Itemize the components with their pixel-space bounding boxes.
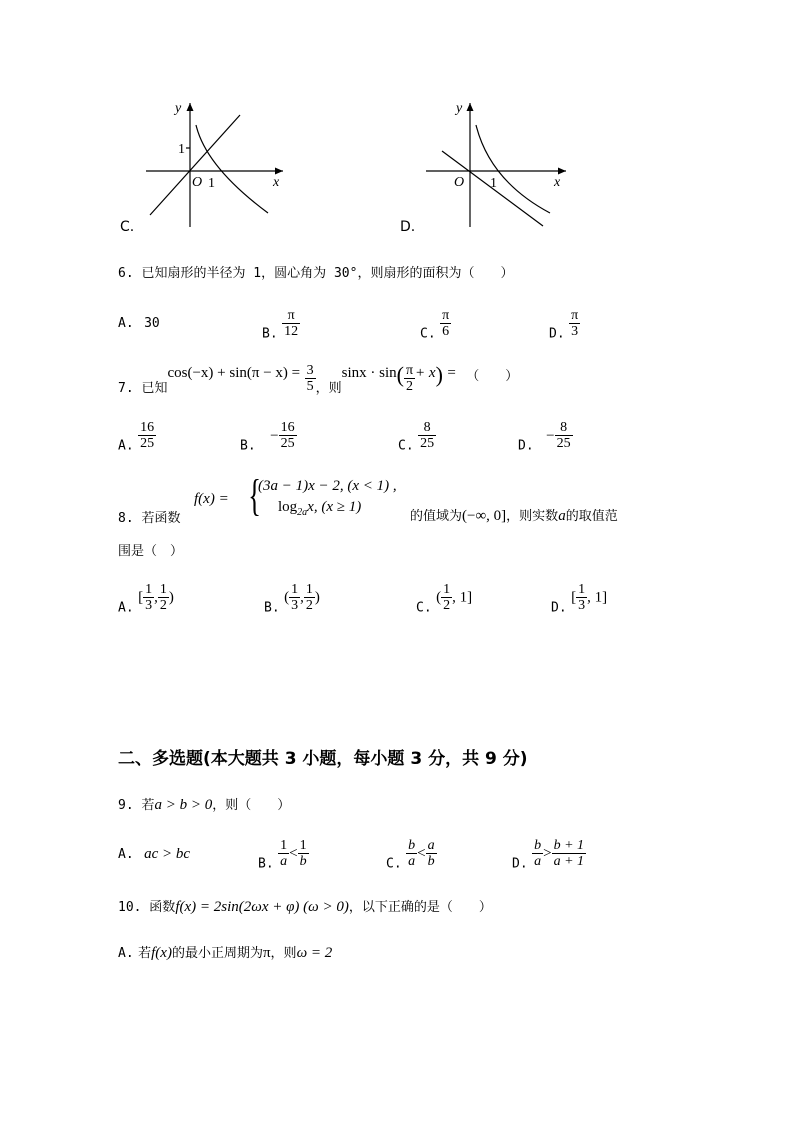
frac-den: b: [299, 854, 307, 869]
frac-num: 3: [306, 362, 314, 378]
option-label: A.: [118, 946, 134, 961]
option-label: A.: [118, 316, 134, 331]
frac-den: a: [280, 854, 288, 869]
q9-option-b: [258, 838, 309, 872]
bracket-tail: , 1]: [587, 589, 608, 606]
frac-den: 12: [284, 324, 299, 339]
option-label: B.: [258, 856, 274, 872]
q8-range: (−∞, 0]: [462, 508, 507, 524]
q8-case1: (3a − 1)x − 2, (x < 1) ,: [258, 478, 397, 494]
option-pre: 若: [138, 946, 152, 961]
option-label: D.: [549, 326, 565, 342]
frac-den: b: [427, 854, 435, 869]
option-label: B.: [240, 438, 256, 454]
bracket-close: ): [168, 589, 174, 606]
frac-den: a: [408, 854, 416, 869]
frac-den: 25: [280, 436, 295, 451]
option-then: ，则: [270, 946, 297, 961]
paren-open: (: [396, 362, 404, 387]
q9-suffix: ，则（ ）: [212, 798, 291, 813]
q8-prefix: 8. 若函数: [118, 511, 181, 526]
log-text: log: [278, 499, 298, 515]
frac-den: 25: [556, 436, 571, 451]
frac-den: a: [534, 854, 542, 869]
option-mid: 的最小正周期为: [171, 946, 263, 961]
option-label: A.: [118, 600, 134, 616]
option-label: C.: [416, 600, 432, 616]
option-op: >: [543, 845, 552, 862]
graph-c-plot: [118, 95, 288, 235]
q7-prefix: 7. 已知: [118, 381, 168, 396]
q8-rest: [410, 505, 618, 525]
option-func: f(x): [151, 945, 172, 961]
option-label: B.: [264, 600, 280, 616]
option-label: B.: [262, 326, 278, 342]
q8-option-b: B. ( $\frac{1}{3}$ , $\frac{1}{2}$ ): [264, 582, 320, 616]
q7-expr-inner: + x: [415, 365, 436, 381]
q10-prefix: 10. 函数: [118, 900, 176, 915]
log-rest: x, (x ≥ 1): [307, 499, 362, 515]
frac-num: π: [405, 362, 414, 378]
q10-stem: [118, 896, 492, 916]
section2-title: 二、多选题(本大题共 3 小题，每小题 3 分，共 9 分): [118, 749, 528, 769]
option-label: D.: [551, 600, 567, 616]
frac-num: 1: [145, 582, 153, 597]
q8-brace: {: [248, 471, 261, 520]
option-pi: π: [262, 945, 271, 961]
q6-option-b: [262, 308, 300, 342]
graph-c-x-label: x: [273, 175, 280, 190]
q9-prefix: 9. 若: [118, 798, 155, 813]
bracket-open: [: [571, 589, 577, 606]
frac-den: 2: [405, 378, 413, 394]
frac-den: a + 1: [553, 854, 585, 869]
graph-c-tick-y: 1: [178, 142, 185, 157]
q9-option-c: [386, 838, 437, 872]
frac-num: b: [408, 838, 416, 853]
frac-num: 1: [578, 582, 586, 597]
q8-func-name: f(x) =: [194, 491, 229, 507]
q9-stem: [118, 794, 290, 814]
frac-den: 3: [291, 598, 299, 613]
option-label: D.: [512, 856, 528, 872]
frac-den: 25: [420, 436, 435, 451]
frac-num: b: [534, 838, 542, 853]
q10-option-a: [118, 942, 332, 962]
q8-mid: 的值域为: [410, 509, 463, 524]
q7-blank: （ ）: [466, 369, 519, 384]
frac-num: 1: [280, 838, 288, 853]
graph-c-y-label: y: [175, 101, 182, 116]
q6-option-c: [420, 308, 451, 342]
option-sign: −: [546, 427, 555, 444]
frac-num: 1: [291, 582, 299, 597]
graph-d-plot: [398, 95, 573, 235]
option-label: D.: [518, 438, 534, 454]
q9-option-a: [118, 846, 190, 863]
q10-func: f(x) = 2sin(2ωx + φ) (ω > 0): [175, 899, 349, 915]
q7-option-d: [518, 420, 573, 454]
q6-option-a: [118, 315, 160, 331]
frac-den: 6: [442, 324, 450, 339]
graph-c: [118, 95, 288, 235]
graph-c-label: C.: [120, 219, 135, 235]
q9-option-d: [512, 838, 586, 872]
frac-num: 16: [280, 420, 295, 435]
frac-den: 2: [305, 598, 313, 613]
bracket-tail: , 1]: [452, 589, 473, 606]
frac-num: 1: [305, 582, 313, 597]
q7-option-a: [118, 420, 156, 454]
frac-num: 16: [140, 420, 155, 435]
frac-num: 8: [418, 420, 436, 436]
option-label: A.: [118, 847, 134, 862]
frac-num: π: [282, 308, 300, 324]
bracket-open: [: [138, 589, 144, 606]
bracket-open: (: [436, 589, 442, 606]
frac-num: π: [442, 308, 450, 323]
q8-case2: [278, 499, 361, 518]
frac-num: 8: [555, 420, 573, 436]
frac-num: 1: [299, 838, 307, 853]
graph-d-y-label: y: [456, 101, 463, 116]
frac-den: 3: [578, 598, 586, 613]
option-label: A.: [118, 438, 134, 454]
frac-num: 1: [159, 582, 167, 597]
option-op: <: [289, 845, 298, 862]
frac-num: π: [571, 308, 579, 323]
q7-option-c: [398, 420, 436, 454]
option-label: C.: [398, 438, 414, 454]
bracket-close: ): [314, 589, 320, 606]
q6-option-d: [549, 308, 580, 342]
q8-option-c: [416, 582, 472, 616]
option-label: C.: [386, 856, 402, 872]
bracket-open: (: [284, 589, 290, 606]
option-value: 30: [144, 316, 160, 331]
option-sign: −: [270, 427, 279, 444]
q8-line2: 围是（ ）: [118, 544, 184, 559]
log-base: 2a: [297, 507, 308, 518]
q6-stem: 6. 已知扇形的半径为 1，圆心角为 30°，则扇形的面积为（ ）: [118, 266, 514, 281]
graph-c-tick-x: 1: [208, 176, 215, 191]
option-result: ω = 2: [296, 945, 333, 961]
q8-suffix: ，则实数: [506, 509, 559, 524]
q7-stem: [118, 362, 518, 396]
paren-close: ): [435, 362, 443, 387]
frac-num: b + 1: [553, 838, 585, 853]
graph-d-x-label: x: [554, 175, 561, 190]
q8-suffix2: 的取值范: [565, 509, 618, 524]
q8-option-d: [551, 582, 607, 616]
graph-d-origin: O: [454, 175, 465, 190]
graph-d-tick-x: 1: [490, 176, 497, 191]
q7-expr-eq: =: [447, 365, 456, 381]
option-expr: ac > bc: [144, 846, 191, 862]
frac-den: 25: [140, 436, 155, 451]
graph-c-origin: O: [192, 175, 203, 190]
frac-num: 1: [443, 582, 451, 597]
option-label: C.: [420, 326, 436, 342]
option-op: <: [417, 845, 426, 862]
frac-den: 3: [145, 598, 153, 613]
q7-cond-left: cos(−x) + sin(π − x) =: [167, 365, 301, 381]
q10-suffix: ，以下正确的是（ ）: [348, 900, 492, 915]
q7-then: ，则: [315, 381, 342, 396]
frac-num: a: [427, 838, 435, 853]
frac-den: 2: [443, 598, 451, 613]
graph-d-label: D.: [400, 219, 416, 235]
q8-option-a: A. [ $\frac{1}{3}$ , $\frac{1}{2}$ ): [118, 582, 174, 616]
q7-expr-left: sinx · sin: [341, 365, 397, 381]
graph-d: [398, 95, 573, 235]
q8-var: a: [558, 508, 566, 524]
frac-den: 3: [571, 324, 579, 339]
frac-den: 5: [306, 378, 314, 394]
q7-option-b: [240, 420, 297, 454]
q9-cond: a > b > 0: [154, 797, 213, 813]
frac-den: 2: [159, 598, 167, 613]
